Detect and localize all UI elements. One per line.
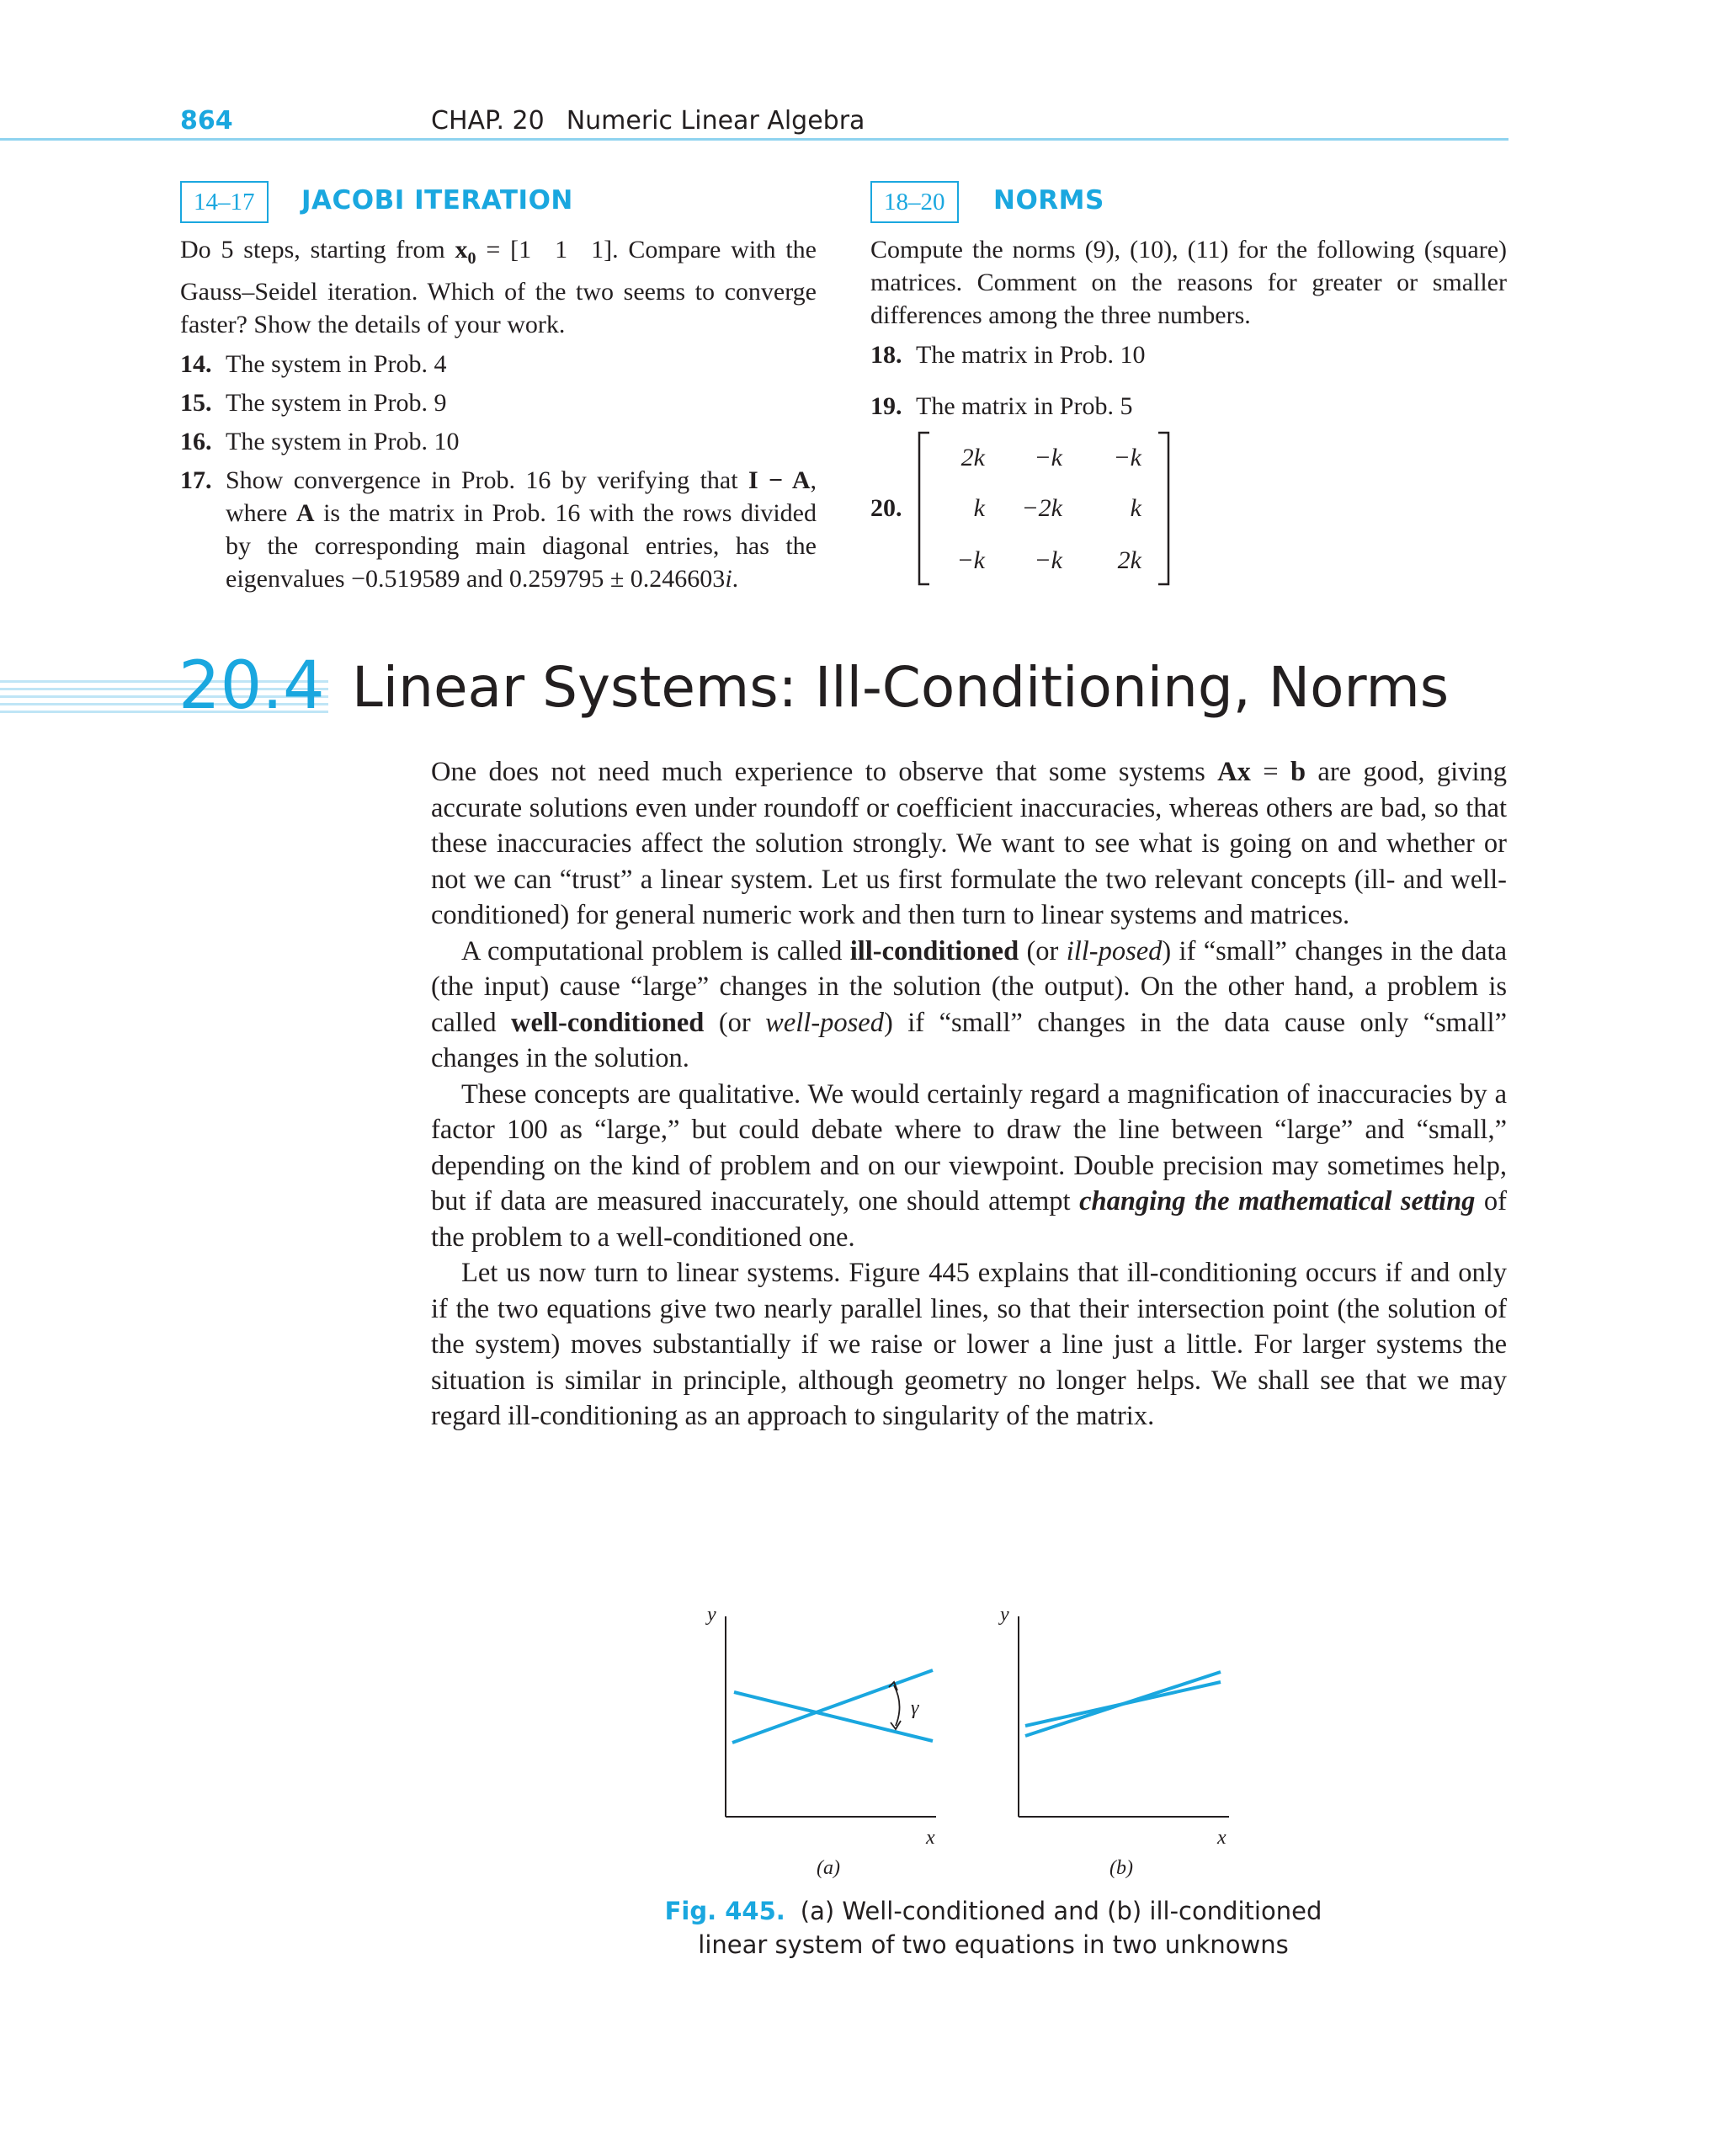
panel-a [705,1604,936,1879]
angle-arc [894,1685,900,1726]
figure-caption [640,1894,1347,1962]
intro-text: = [1 [476,236,532,264]
section-title: Linear Systems: Ill-Conditioning, Norms [352,655,1450,720]
chapter-header [431,106,865,136]
section-heading [0,648,1724,741]
panel-a-sublabel: (a) [817,1857,840,1879]
paragraph-1 [431,754,1507,934]
panel-a-line-2 [734,1692,933,1741]
chapter-title: Numeric Linear Algebra [566,106,865,136]
set-title: JACOBI ITERATION [301,185,573,216]
set-title: NORMS [993,185,1104,216]
angle-label: γ [911,1697,919,1719]
text: ) if “small” changes in the data (the input) cause “large” changes in the solution (the output). On the other hand, a problem is called [431,935,1507,1038]
chapter-number: CHAP. 20 [431,106,545,136]
set-instructions: Compute the norms (9), (10), (11) for the following (square) matrices. Comment on the reasons for greater or smaller differences among the three numbers. [870,236,1507,329]
matrix-cell: −k [1113,444,1141,471]
running-header [0,103,1508,141]
caption-line-2: linear system of two equations in two unknowns [698,1930,1289,1959]
paragraph-3 [431,1077,1507,1256]
set-instructions [180,233,817,341]
panel-b-sublabel: (b) [1109,1857,1133,1879]
matrix-cell: k [1130,494,1141,522]
problem-text: The matrix in Prob. 10 [916,341,1146,369]
subscript-zero: 0 [467,249,476,268]
matrix-expression: I − A [748,466,811,494]
matrix-cell: 2k [1117,546,1141,574]
problem-number: 15. [180,389,212,417]
problem-text: The matrix in Prob. 5 [916,392,1133,420]
problem-15 [180,386,817,419]
intro-text: 1]. Compare with the Gauss–Seidel iteration. Which of the two seems to converge faster? Show the details of your work. [180,236,817,338]
problem-19 [870,390,1507,423]
set-heading [870,181,1507,223]
matrix-cell: −2k [1021,494,1062,522]
problem-text: The system in Prob. 10 [226,428,460,455]
set-range-box: 14–17 [180,181,269,223]
matrix-cell: k [973,494,985,522]
panel-a-ylabel: y [707,1604,716,1626]
term-well-posed: well-posed [765,1007,884,1038]
imaginary-unit: i [725,565,732,593]
intro-text: Do 5 steps, starting from [180,236,455,264]
panel-b-line-2 [1025,1682,1221,1726]
problem-17 [180,464,817,595]
panel-a-line-1 [732,1670,933,1743]
problem-text: , where [226,466,817,527]
problem-number: 18. [870,341,902,369]
problem-text: Show convergence in Prob. 16 by verifying that [226,466,748,494]
problem-number: 16. [180,428,212,455]
term-ill-posed: ill-posed [1066,935,1163,966]
paragraph-4: Let us now turn to linear systems. Figure 445 explains that ill-conditioning occurs if and only if the two equations give two nearly parallel lines, so that their intersection point (the solution of the system) moves substantially if we raise or lower a line just a little. For larger systems the situation is similar in principle, although geometry no longer helps. We shall see that we may regard ill-conditioning as an approach to singularity of the matrix. [431,1258,1507,1431]
problem-text: The system in Prob. 9 [226,389,447,417]
text: = [1250,757,1290,787]
page-number: 864 [180,106,233,136]
set-heading [180,181,817,223]
text: (or [1019,935,1067,966]
term-ill-conditioned: ill-conditioned [849,935,1019,966]
problem-text: The system in Prob. 4 [226,350,447,378]
panel-b [998,1604,1229,1879]
problem-number: 17. [180,466,212,494]
emphasis-setting: changing the mathematical setting [1079,1186,1476,1216]
panel-b-ylabel: y [1000,1604,1009,1626]
term-well-conditioned: well-conditioned [511,1007,705,1038]
set-range-box: 18–20 [870,181,959,223]
matrix-cell: 2k [960,444,985,471]
text: A computational problem is called [461,935,850,966]
text: These concepts are qualitative. We would certainly regard a magnification of inaccuracies by a factor 100 as “large,” but could debate where to draw the line between “large” and “small,” depending on the kind of problem and on our viewpoint. Double precision may sometimes help, but if data are measured inaccurately, one should attempt [431,1078,1507,1216]
paragraph-2 [431,934,1507,1077]
matrix [918,431,1170,586]
problem-set-jacobi [180,181,817,601]
problem-text: . [732,565,739,593]
matrix-cell: −k [1034,444,1062,471]
problem-18 [870,338,1507,371]
math-ax: Ax [1217,757,1251,787]
matrix-a: A [295,499,315,527]
caption-line-1 [640,1894,1347,1928]
text: ) if “small” changes in the data cause only “small” changes in the solution. [431,1007,1507,1073]
panel-a-xlabel: x [926,1827,935,1849]
problem-number: 20. [870,494,902,522]
problem-16 [180,425,817,458]
figure-label: Fig. 445. [664,1897,785,1925]
vector-x: x [455,236,468,264]
problem-number: 19. [870,392,902,420]
problem-14 [180,348,817,381]
section-number: 20.4 [178,648,325,724]
matrix-cell: −k [1034,546,1062,574]
matrix-cell: −k [956,546,985,574]
math-b: b [1290,757,1306,787]
text: One does not need much experience to observe that some systems [431,757,1218,787]
problem-20 [870,431,1507,591]
text: of the problem to a well-conditioned one. [431,1186,1507,1253]
intro-text: 1 [555,236,568,264]
problem-number: 14. [180,350,212,378]
text: are good, giving accurate solutions even under roundoff or coefficient inaccuracies, whereas others are bad, so that these inaccuracies affect the solution strongly. We want to see what is going on and whether or not we can “trust” a linear system. Let us first formulate the two relevant concepts (ill- and well-conditioned) for general numeric work and then turn to linear systems and matrices. [431,757,1507,930]
caption-text: (a) Well-conditioned and (b) ill-conditioned [800,1897,1322,1925]
body-text [431,754,1507,1435]
text: (or [704,1007,766,1038]
problem-text: is the matrix in Prob. 16 with the rows divided by the corresponding main diagonal entries, has the eigenvalues −0.519589 and 0.259795 ± 0.246603 [226,499,817,593]
header-rule [0,138,1508,141]
problem-set-norms [870,181,1507,591]
panel-b-xlabel: x [1217,1827,1226,1849]
